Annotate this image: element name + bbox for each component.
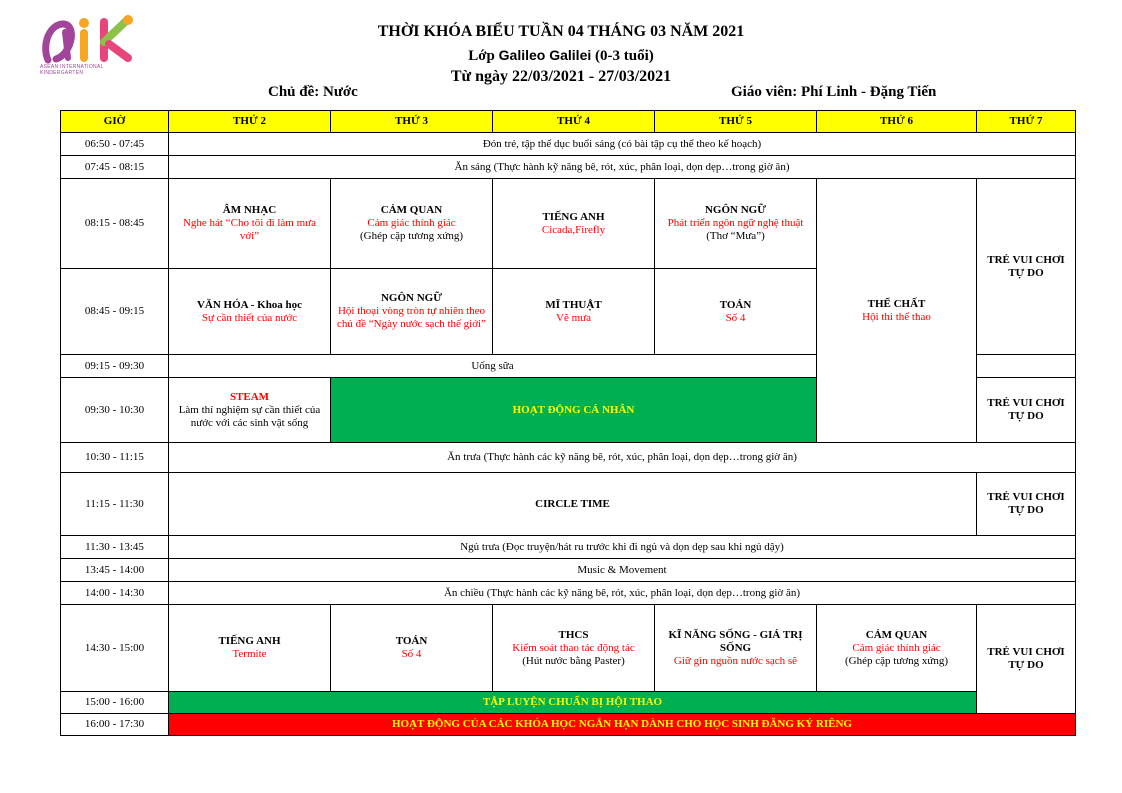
col-header-fri: THỨ 6: [817, 111, 977, 133]
time-cell: 11:15 - 11:30: [61, 473, 169, 536]
lesson-detail: Vẽ mưa: [556, 311, 591, 324]
lesson-detail: Hội thoại vòng tròn tự nhiên theo chủ đề “Ngày nước sạch thế giới”: [337, 305, 486, 330]
col-header-time: GIỜ: [61, 111, 169, 133]
lesson-note: (Ghép cặp tương xứng): [360, 230, 463, 242]
lesson-title: TOÁN: [395, 635, 428, 647]
lesson-title: NGÔN NGỮ: [380, 292, 442, 304]
table-row: [61, 536, 1076, 559]
logo-tagline-2: KINDERGARTEN: [40, 70, 84, 76]
activity-cell: Ngủ trưa (Đọc truyện/hát ru trước khi đi ngủ và dọn dẹp sau khi ngủ dậy): [169, 536, 1076, 559]
lesson-title: THỂ CHẤT: [867, 297, 926, 310]
table-row: [61, 443, 1076, 473]
lesson-title: TOÁN: [719, 298, 752, 311]
lesson-cell: [331, 605, 493, 692]
activity-cell: Ăn trưa (Thực hành các kỹ năng bê, rót, xúc, phân loại, dọn dẹp…trong giờ ăn): [169, 443, 1076, 473]
timetable: [60, 110, 1076, 736]
date-range: Từ ngày 22/03/2021 - 27/03/2021: [450, 68, 672, 85]
table-row: [61, 692, 1076, 714]
time-cell: 09:15 - 09:30: [61, 355, 169, 378]
circle-time-cell: CIRCLE TIME: [169, 473, 977, 536]
free-play-cell: TRẺ VUI CHƠI TỰ DO: [977, 179, 1076, 355]
activity-cell: Ăn sáng (Thực hành kỹ năng bê, rót, xúc, phân loại, dọn dẹp…trong giờ ăn): [169, 156, 1076, 179]
lesson-title: NGÔN NGỮ: [704, 204, 766, 216]
free-play-cell: TRẺ VUI CHƠI TỰ DO: [977, 378, 1076, 443]
time-cell: 09:30 - 10:30: [61, 378, 169, 443]
class-prefix: Lớp: [468, 48, 499, 64]
lesson-detail: Cảm giác thính giác: [852, 641, 941, 654]
sports-practice-cell: TẬP LUYỆN CHUẨN BỊ HỘI THAO: [169, 692, 977, 714]
time-cell: 08:45 - 09:15: [61, 269, 169, 355]
table-row: [61, 605, 1076, 692]
activity-cell: Đón trẻ, tập thể dục buổi sáng (có bài tập cụ thể theo kế hoạch): [169, 133, 1076, 156]
time-cell: 08:15 - 08:45: [61, 179, 169, 269]
col-header-wed: THỨ 4: [493, 111, 655, 133]
page-title: THỜI KHÓA BIỂU TUẦN 04 THÁNG 03 NĂM 2021: [377, 23, 745, 40]
lesson-detail: Cảm giác thính giác: [367, 217, 456, 229]
lesson-detail: Giữ gìn nguồn nước sạch sẽ: [673, 654, 798, 667]
lesson-title: KĨ NĂNG SỐNG - GIÁ TRỊ SỐNG: [668, 628, 803, 654]
lesson-title: TIẾNG ANH: [218, 635, 281, 647]
table-row: [61, 559, 1076, 582]
lesson-cell: [817, 605, 977, 692]
short-course-cell: HOẠT ĐỘNG CỦA CÁC KHÓA HỌC NGẮN HẠN DÀNH CHO HỌC SINH ĐĂNG KÝ RIÊNG: [169, 714, 1076, 736]
topic-label: Chủ đề: Nước: [268, 84, 358, 100]
free-play-cell: TRẺ VUI CHƠI TỰ DO: [977, 605, 1076, 714]
lesson-cell: [331, 179, 493, 269]
free-play-cell: TRẺ VUI CHƠI TỰ DO: [977, 473, 1076, 536]
col-header-tue: THỨ 3: [331, 111, 493, 133]
table-header-row: [61, 111, 1076, 133]
lesson-cell: [331, 269, 493, 355]
lesson-title: ÂM NHẠC: [222, 204, 277, 216]
empty-cell: [977, 355, 1076, 378]
time-cell: 07:45 - 08:15: [61, 156, 169, 179]
lesson-cell-physical: [817, 179, 977, 443]
lesson-cell: [169, 269, 331, 355]
lesson-note: (Ghép cặp tương xứng): [845, 654, 948, 667]
steam-label: STEAM: [229, 390, 270, 403]
lesson-note: (Thơ “Mưa”): [706, 230, 765, 242]
col-header-sat: THỨ 7: [977, 111, 1076, 133]
lesson-cell: [493, 605, 655, 692]
lesson-detail: Cicada,Firefly: [541, 223, 606, 236]
class-suffix: (0-3 tuổi): [591, 48, 654, 64]
individual-activity-cell: HOẠT ĐỘNG CÁ NHÂN: [331, 378, 817, 443]
table-row: [61, 582, 1076, 605]
activity-cell: Ăn chiều (Thực hành các kỹ năng bê, rót, xúc, phân loại, dọn dẹp…trong giờ ăn): [169, 582, 1076, 605]
lesson-cell: [169, 605, 331, 692]
lesson-title: MĨ THUẬT: [545, 298, 602, 311]
logo-tagline-1: ASEAN INTERNATIONAL: [40, 64, 104, 70]
class-name: Galileo Galilei: [498, 47, 592, 63]
lesson-title: CẢM QUAN: [865, 628, 928, 641]
lesson-title: CẢM QUAN: [380, 204, 443, 216]
lesson-cell: [655, 605, 817, 692]
table-row: [61, 156, 1076, 179]
lesson-cell: [493, 179, 655, 269]
lesson-detail: Số 4: [725, 311, 746, 324]
lesson-detail: Sự cần thiết của nước: [201, 311, 298, 324]
lesson-cell: [169, 378, 331, 443]
time-cell: 15:00 - 16:00: [61, 692, 169, 714]
table-row: [61, 133, 1076, 156]
table-row: [61, 473, 1076, 536]
activity-cell: Music & Movement: [169, 559, 1076, 582]
time-cell: 13:45 - 14:00: [61, 559, 169, 582]
lesson-detail: Termite: [232, 648, 267, 660]
time-cell: 06:50 - 07:45: [61, 133, 169, 156]
lesson-detail: Nghe hát “Cho tôi đi làm mưa với”: [182, 217, 317, 242]
lesson-cell: [655, 269, 817, 355]
lesson-detail: Phát triển ngôn ngữ nghệ thuật: [667, 217, 804, 229]
lesson-detail: Hội thi thể thao: [862, 310, 931, 323]
time-cell: 10:30 - 11:15: [61, 443, 169, 473]
lesson-detail: Số 4: [401, 648, 422, 660]
lesson-title: TIẾNG ANH: [542, 210, 605, 223]
lesson-cell: [169, 179, 331, 269]
time-cell: 14:30 - 15:00: [61, 605, 169, 692]
col-header-mon: THỨ 2: [169, 111, 331, 133]
lesson-detail: Kiểm soát thao tác động tác: [512, 641, 635, 654]
lesson-cell: [493, 269, 655, 355]
time-cell: 11:30 - 13:45: [61, 536, 169, 559]
lesson-title: THCS: [558, 628, 589, 641]
lesson-title: VĂN HÓA - Khoa học: [196, 298, 303, 311]
col-header-thu: THỨ 5: [655, 111, 817, 133]
class-line: [0, 47, 1122, 65]
table-row: [61, 179, 1076, 269]
lesson-note: (Hút nước bằng Paster): [522, 654, 625, 667]
teacher-label: Giáo viên: Phí Linh - Đặng Tiến: [731, 84, 937, 100]
lesson-detail: Làm thí nghiệm sự cần thiết của nước với các sinh vật sống: [178, 403, 321, 429]
time-cell: 16:00 - 17:30: [61, 714, 169, 736]
time-cell: 14:00 - 14:30: [61, 582, 169, 605]
table-row: [61, 714, 1076, 736]
lesson-cell: [655, 179, 817, 269]
activity-cell: Uống sữa: [169, 355, 817, 378]
